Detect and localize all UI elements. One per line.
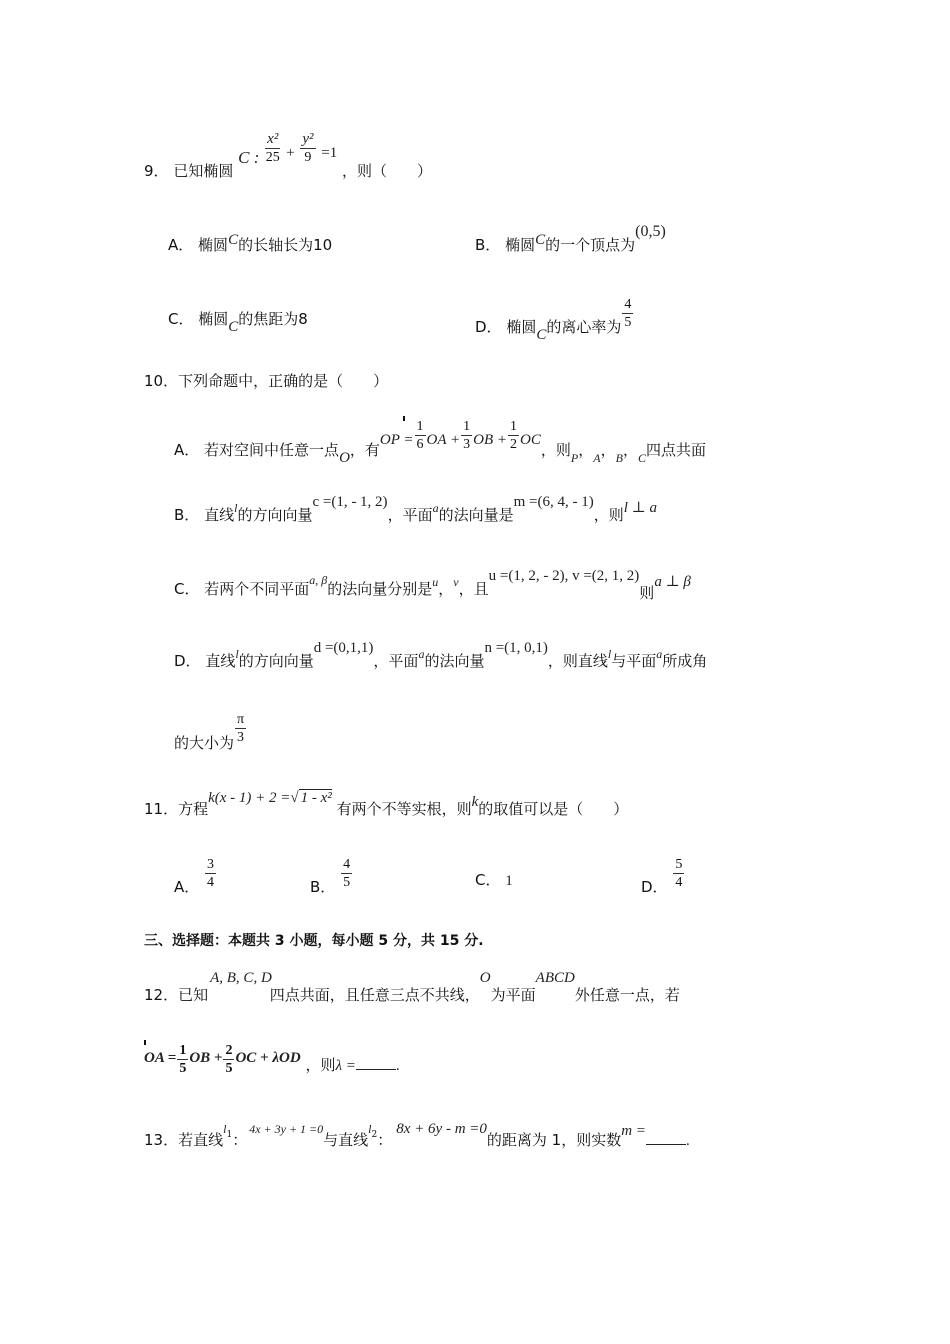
q10-option-d: D． 直线$_l$的方向向量d =(0,1,1)，平面$_a$的法向量n =(1, 0,1)，则直线$_l$与平面$_a$所成角	[174, 640, 708, 670]
q9-option-a: A． 椭圆C的长轴长为10	[168, 232, 333, 254]
q9-option-d: D． 椭圆C的离心率为 $\frac{4}{5}$	[475, 297, 632, 343]
q13-stem: 13．若直线$l_1$：4x + 3y + 1 =0与直线$l_2$：8x + 6y - m =0的距离为 1，则实数m =.	[144, 1121, 690, 1149]
q10-option-b: B． 直线$_l$的方向向量c =(1, - 1, 2)，平面$_a$的法向量是m =(6, 4, - 1)，则l ⊥ a	[174, 494, 658, 524]
q9-option-c: C． 椭圆C的焦距为8	[168, 310, 308, 335]
sqrt-sign: √	[290, 790, 299, 806]
q11-stem: 11．方程k(x - 1) + 2 =√ 1 - x² 有两个不等实根，则k的取值可以是（ ）	[144, 790, 629, 818]
q9-stem-pre: 已知椭圆	[173, 161, 234, 180]
q11-option-b: B． $\frac{4}{5}$	[310, 857, 351, 896]
q10-option-a: A． 若对空间中任意一点O，有OP = $\frac{1}{6}$ OA + $\frac{1}{3}$ OB + $\frac{1}{2}$ OC，则$_P$，$_A$，$_B$，$_C$四点共面	[174, 419, 706, 466]
q9-stem-post: ，则（ ）	[342, 161, 433, 180]
q10-option-c: C． 若两个不同平面$_{a, \beta}$的法向量分别是$_u$，$_v$，且u =(1, 2, - 2), v =(2, 1, 2)则a ⊥ β	[174, 568, 691, 602]
q12-formula: OA = $\frac{1}{5}$ OB + $\frac{2}{5}$ OC + λOD ，则λ = .	[144, 1043, 400, 1076]
q11-option-c: C． 1	[475, 871, 513, 889]
q9-option-b: B． 椭圆C的一个顶点为(0,5)	[475, 223, 666, 254]
q9-frac-y: $\frac{\text{y²}}{9}$	[302, 131, 314, 165]
section-3-heading: 三、选择题：本题共 3 小题，每小题 5 分，共 15 分.	[144, 933, 484, 949]
answer-blank[interactable]	[356, 1057, 396, 1070]
q9-math-c: C :	[238, 147, 260, 167]
q10-stem: 10．下列命题中，正确的是（ ）	[144, 372, 389, 390]
q11-option-d: D． $\frac{5}{4}$	[641, 857, 683, 896]
q11-option-a: A． $\frac{3}{4}$	[174, 857, 215, 896]
q9-frac-x: $\frac{\text{x²}}{25}$	[265, 131, 280, 165]
q9-stem: 9． 已知椭圆 C : $\frac{\text{x²}}{25}$ + $\frac{\text{y²}}{9}$ =1 ，则（ ）	[144, 131, 433, 180]
q10-option-d-line2: 的大小为 $\frac{\pi}{3}$	[174, 712, 245, 752]
q12-stem: 12．已知A, B, C, D四点共面，且任意三点不共线，O为平面ABCD外任意一点，若	[144, 970, 680, 1004]
q9-number: 9．	[144, 161, 169, 180]
answer-blank[interactable]	[646, 1132, 686, 1145]
